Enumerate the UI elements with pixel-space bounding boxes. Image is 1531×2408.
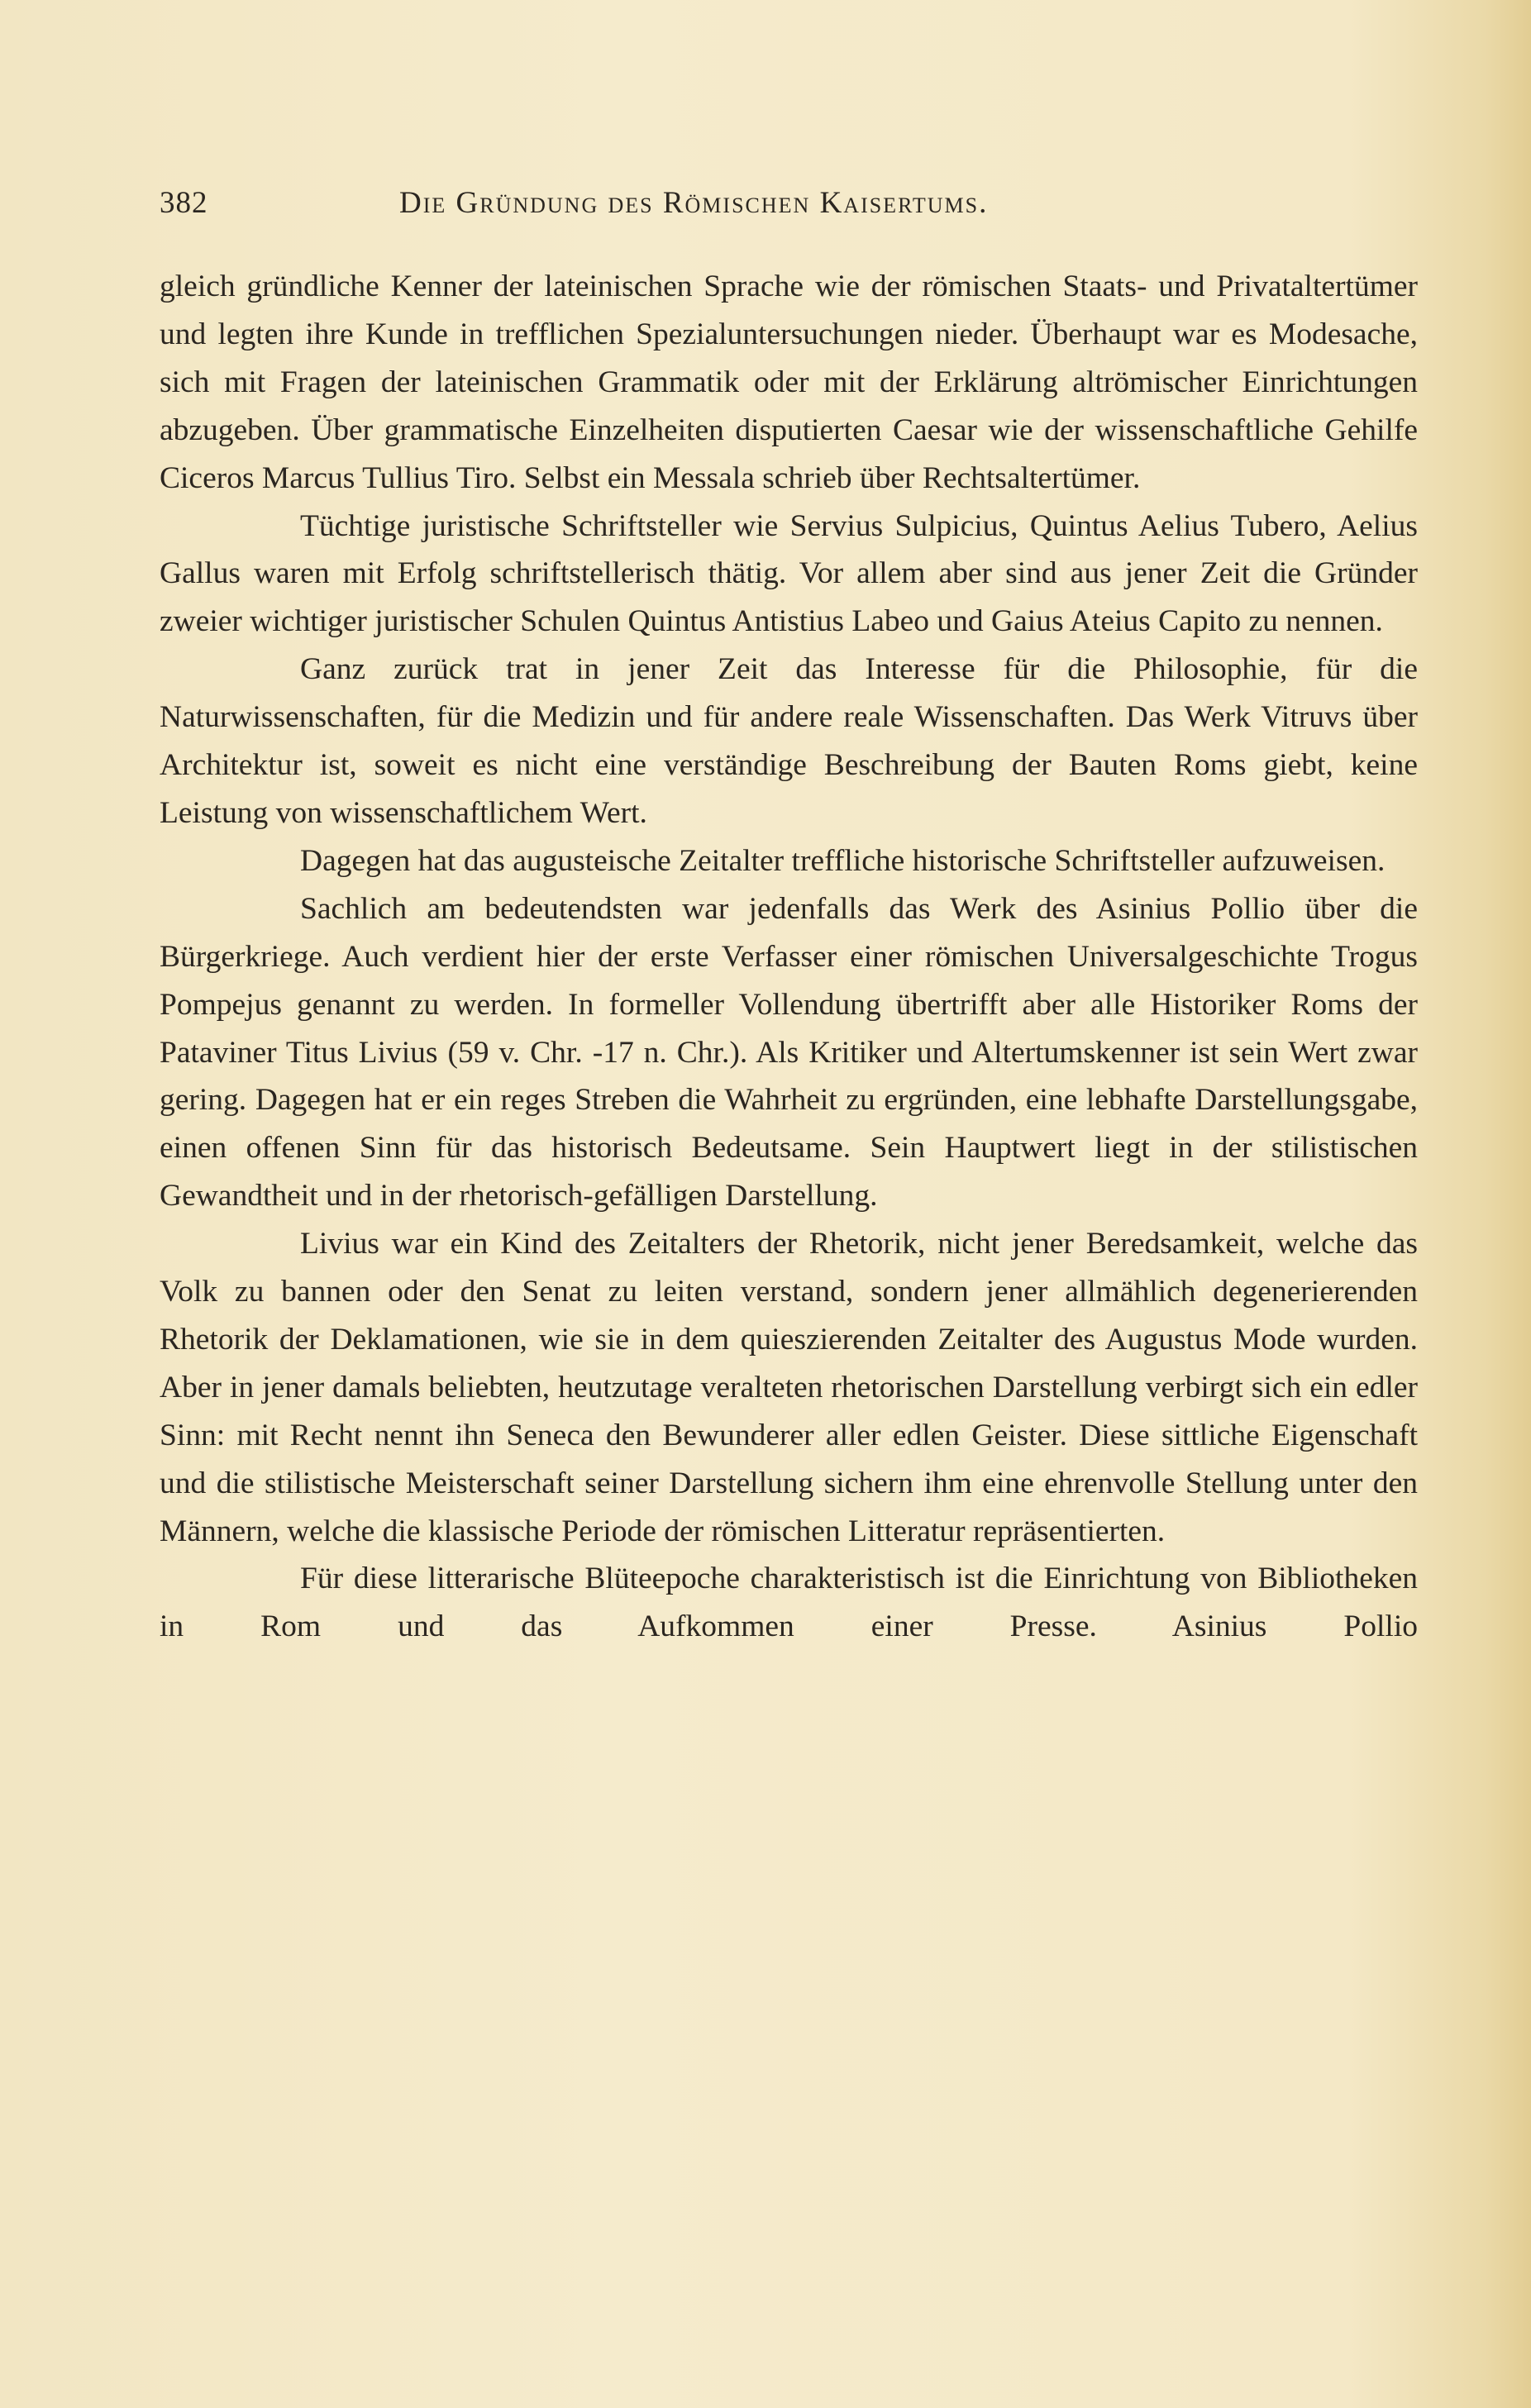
page-number: 382 xyxy=(160,186,208,220)
paragraph-2: Tüchtige juristische Schriftsteller wie Servius Sulpicius, Quintus Aelius Tubero, Aelius Gallus waren mit Erfolg schriftstellerisch thätig. Vor allem aber sind aus jener Zeit die Gründer zweier wichtiger juristischer Schulen Quintus Antistius Labeo und Gaius Ateius Capito zu nennen. xyxy=(160,508,1418,639)
paragraph-4: Dagegen hat das augusteische Zeitalter treffliche historische Schriftsteller aufzuweisen. xyxy=(300,843,1386,878)
paragraph-7: Für diese litterarische Blüteepoche charakteristisch ist die Einrichtung von Bibliotheken in Rom und das Aufkommen einer Presse. Asinius Pollio xyxy=(160,1562,1418,1644)
page-header xyxy=(160,180,1195,226)
paragraph-3: Ganz zurück trat in jener Zeit das Interesse für die Philosophie, für die Naturwissenschaften, für die Medizin und für andere reale Wissenschaften. Das Werk Vitruvs über Architektur ist, soweit es nicht eine verständige Beschreibung der Bauten Roms giebt, keine Leistung von wissenschaftlichem Wert. xyxy=(160,652,1418,830)
running-title: Die Gründung des Römischen Kaisertums. xyxy=(399,186,989,220)
body-text xyxy=(160,263,1418,1651)
paragraph-1: gleich gründliche Kenner der lateinischen Sprache wie der römischen Staats- und Privataltertümer und legten ihre Kunde in trefflichen Spezialuntersuchungen nieder. Überhaupt war es Modesache, sich mit Fragen der lateinischen Grammatik oder mit der Erklärung altrömischer Einrichtungen abzugeben. Über grammatische Einzelheiten disputierten Caesar wie der wissenschaftliche Gehilfe Ciceros Marcus Tullius Tiro. Selbst ein Messala schrieb über Rechtsaltertümer. xyxy=(160,269,1418,495)
paragraph-6: Livius war ein Kind des Zeitalters der Rhetorik, nicht jener Beredsamkeit, welche das Volk zu bannen oder den Senat zu leiten verstand, sondern jener allmählich degenerierenden Rhetorik der Deklamationen, wie sie in dem quieszierenden Zeitalter des Augustus Mode wurden. Aber in jener damals beliebten, heutzutage veralteten rhetorischen Darstellung verbirgt sich ein edler Sinn: mit Recht nennt ihn Seneca den Bewunderer aller edlen Geister. Diese sittliche Eigenschaft und die stilistische Meisterschaft seiner Darstellung sichern ihm eine ehrenvolle Stellung unter den Männern, welche die klassische Periode der römischen Litteratur repräsentierten. xyxy=(160,1227,1418,1548)
paragraph-5: Sachlich am bedeutendsten war jedenfalls das Werk des Asinius Pollio über die Bürgerkriege. Auch verdient hier der erste Verfasser einer römischen Universalgeschichte Trogus Pompejus genannt zu werden. In formeller Vollendung übertrifft aber alle Historiker Roms der Pataviner Titus Livius (59 v. Chr. -17 n. Chr.). Als Kritiker und Altertumskenner ist sein Wert zwar gering. Dagegen hat er ein reges Streben die Wahrheit zu ergründen, eine lebhafte Darstellungsgabe, einen offenen Sinn für das historisch Bedeutsame. Sein Hauptwert liegt in der stilistischen Gewandtheit und in der rhetorisch-gefälligen Darstellung. xyxy=(160,891,1418,1214)
